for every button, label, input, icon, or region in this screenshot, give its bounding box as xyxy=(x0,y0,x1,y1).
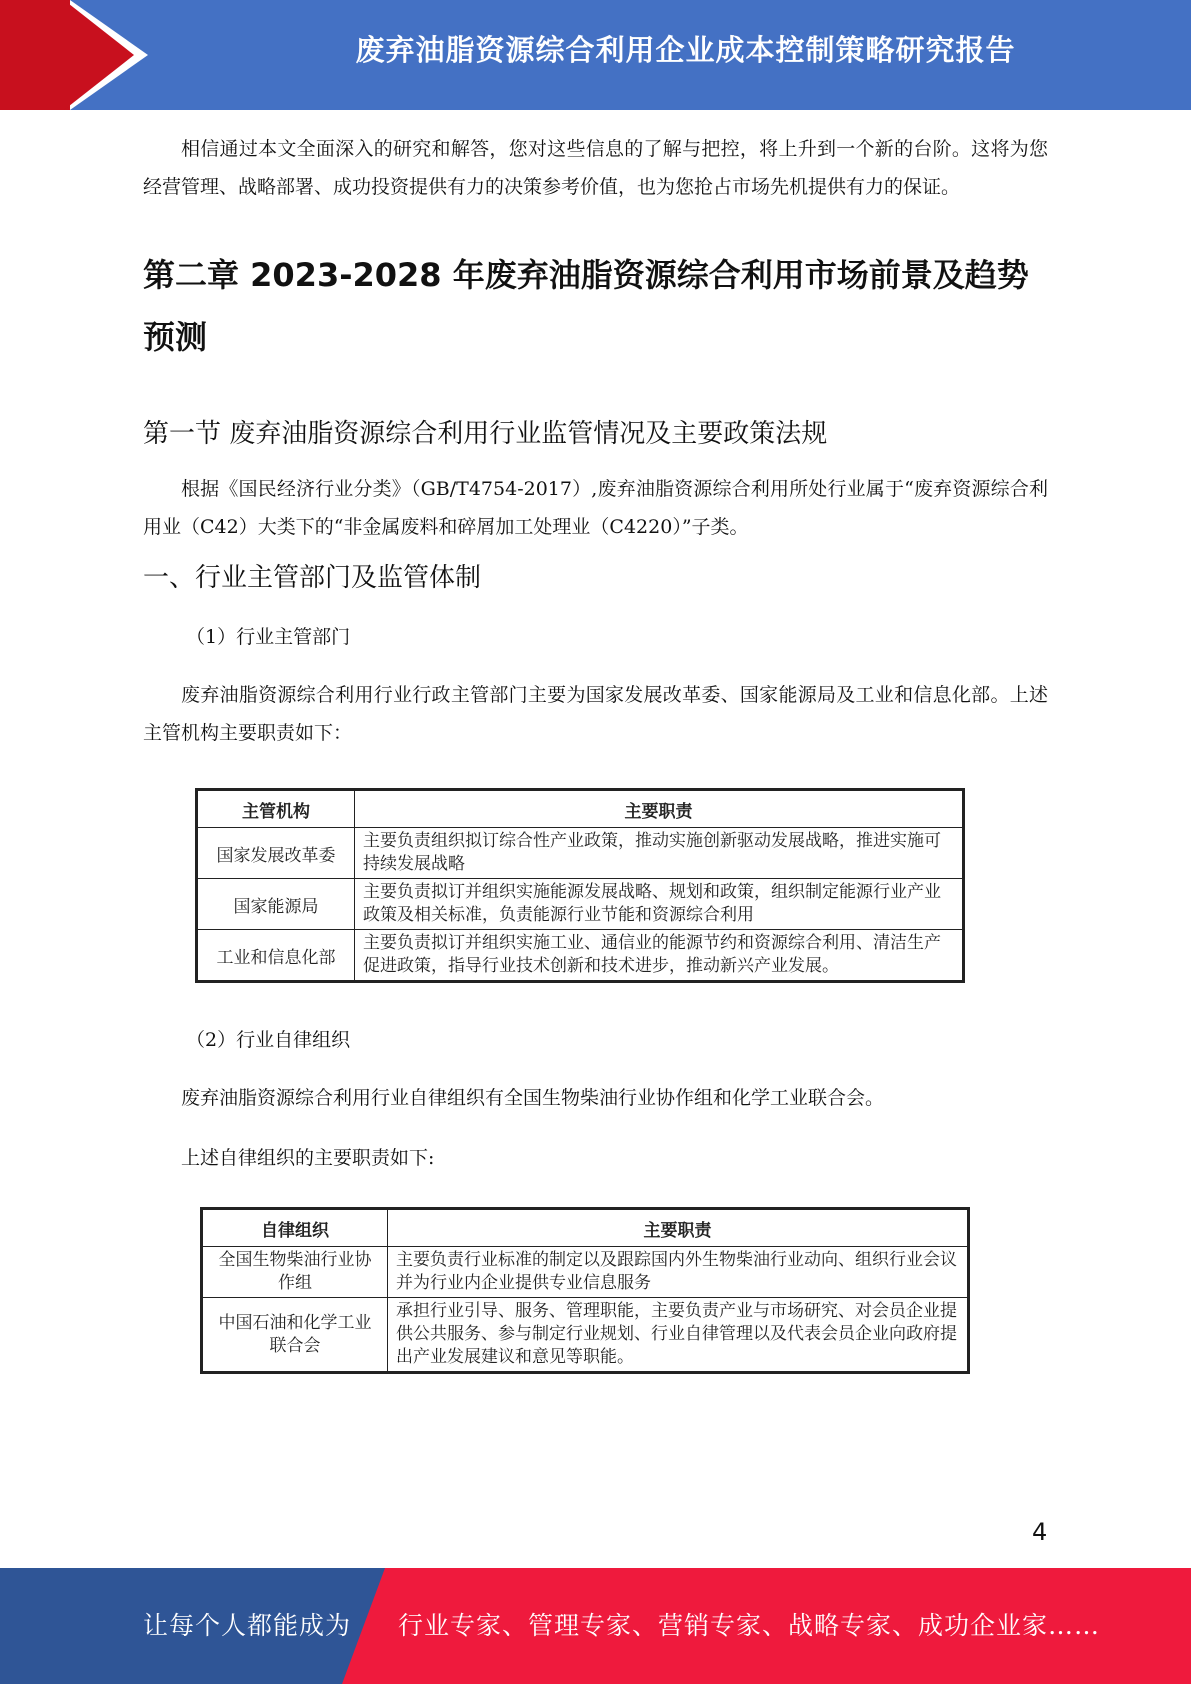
section-title: 第一节 废弃油脂资源综合利用行业监管情况及主要政策法规 xyxy=(143,419,828,449)
table-row xyxy=(197,879,964,930)
page-number: 4 xyxy=(1032,1518,1048,1546)
report-title: 废弃油脂资源综合利用企业成本控制策略研究报告 xyxy=(355,33,1016,67)
table-row xyxy=(197,930,964,982)
table-cell-duty: 主要负责拟订并组织实施工业、通信业的能源节约和资源综合利用、清洁生产促进政策，指导行业技术创新和技术进步，推动新兴产业发展。 xyxy=(355,930,964,982)
table-header-cell: 主要职责 xyxy=(388,1209,969,1247)
table-cell-org: 国家能源局 xyxy=(197,879,355,930)
intro-paragraph: 相信通过本文全面深入的研究和解答，您对这些信息的了解与把控，将上升到一个新的台阶。这将为您经营管理、战略部署、成功投资提供有力的决策参考价值，也为您抢占市场先机提供有力的保证。 xyxy=(143,138,1048,198)
table-cell-org: 国家发展改革委 xyxy=(197,828,355,879)
chapter-title: 第二章 2023-2028 年废弃油脂资源综合利用市场前景及趋势预测 xyxy=(143,256,1029,356)
table-cell-duty: 主要负责组织拟订综合性产业政策，推动实施创新驱动发展战略，推进实施可持续发展战略 xyxy=(355,828,964,879)
item1-label: （1）行业主管部门 xyxy=(186,626,351,648)
item1-paragraph: 废弃油脂资源综合利用行业行政主管部门主要为国家发展改革委、国家能源局及工业和信息化部。上述主管机构主要职责如下： xyxy=(143,684,1048,744)
table-cell-duty: 主要负责拟订并组织实施能源发展战略、规划和政策，组织制定能源行业产业政策及相关标准，负责能源行业节能和资源综合利用 xyxy=(355,879,964,930)
table-header-row xyxy=(197,790,964,828)
table-header-row xyxy=(202,1209,969,1247)
table-header-cell: 自律组织 xyxy=(202,1209,388,1247)
item2-paragraph2: 上述自律组织的主要职责如下: xyxy=(181,1147,435,1169)
table-cell-org: 全国生物柴油行业协作组 xyxy=(202,1247,388,1298)
table-cell-org: 工业和信息化部 xyxy=(197,930,355,982)
table-row xyxy=(202,1247,969,1298)
table-row xyxy=(197,828,964,879)
page-content xyxy=(143,130,1048,1374)
table-header-cell: 主要职责 xyxy=(355,790,964,828)
item2-paragraph1: 废弃油脂资源综合利用行业自律组织有全国生物柴油行业协作组和化学工业联合会。 xyxy=(181,1087,885,1109)
table-header-cell: 主管机构 xyxy=(197,790,355,828)
item2-label: （2）行业自律组织 xyxy=(186,1029,351,1051)
table-cell-org: 中国石油和化学工业联合会 xyxy=(202,1298,388,1373)
table-cell-duty: 承担行业引导、服务、管理职能，主要负责产业与市场研究、对会员企业提供公共服务、参与制定行业规划、行业自律管理以及代表会员企业向政府提出产业发展建议和意见等职能。 xyxy=(388,1298,969,1373)
classification-paragraph: 根据《国民经济行业分类》（GB/T4754-2017）,废弃油脂资源综合利用所处行业属于“废弃资源综合利用业（C42）大类下的“非金属废料和碎屑加工处理业（C4220）”子类。 xyxy=(143,478,1048,538)
header-red-block xyxy=(0,0,70,110)
authority-table xyxy=(195,788,965,983)
header-red-chevron xyxy=(64,0,134,110)
page-footer xyxy=(0,1568,1191,1684)
self-regulatory-table xyxy=(200,1207,970,1374)
table-cell-duty: 主要负责行业标准的制定以及跟踪国内外生物柴油行业动向、组织行业会议并为行业内企业提供专业信息服务 xyxy=(388,1247,969,1298)
footer-slogan-left: 让每个人都能成为 xyxy=(143,1611,352,1640)
footer-slogan-right: 行业专家、管理专家、营销专家、战略专家、成功企业家…… xyxy=(398,1611,1101,1640)
subsection-title: 一、行业主管部门及监管体制 xyxy=(143,563,482,593)
page-header xyxy=(0,0,1191,110)
table-row xyxy=(202,1298,969,1373)
